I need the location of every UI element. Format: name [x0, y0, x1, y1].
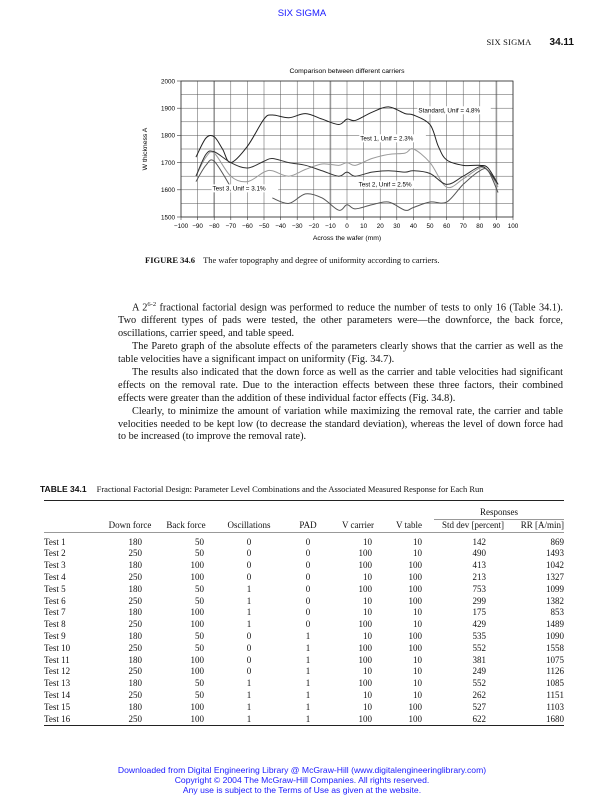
table-row — [44, 702, 564, 714]
row-label: Test 7 — [44, 607, 66, 618]
running-head — [487, 37, 575, 48]
table-cell: 10 — [413, 548, 422, 559]
table-cell: 142 — [472, 536, 486, 547]
table-cell: 250 — [128, 595, 142, 606]
table-cell: 1489 — [546, 619, 564, 630]
table-cell: 0 — [246, 630, 252, 641]
table-cell: 50 — [195, 536, 204, 547]
table-cell: 0 — [305, 583, 311, 594]
table-cell: 0 — [305, 571, 311, 582]
table-cell: 10 — [413, 607, 422, 618]
row-label: Test 8 — [44, 619, 66, 630]
row-label: Test 16 — [44, 714, 102, 726]
table-cell: 1 — [246, 607, 252, 618]
table-cell: 10 — [413, 654, 422, 665]
paragraph-1: A 2$^{6-2}$ fractional factorial design was performed to reduce the number of tests to only 16 (Table 34.1). Two different types of pads were tested, the other parameters were—the downforce, the back force, oscillations, carrier speed, and table speed. — [118, 301, 563, 340]
table-row — [44, 548, 564, 560]
table-cell: 413 — [472, 560, 486, 571]
responses-header: Responses — [434, 501, 564, 520]
table-cell: 100 — [408, 642, 422, 653]
table-cell: 100 — [190, 560, 204, 571]
table-cell: 853 — [550, 607, 564, 618]
table-cell: 180 — [128, 536, 142, 547]
col-header: Back force — [166, 519, 206, 530]
row-label: Test 5 — [44, 583, 66, 594]
paragraph-4: Clearly, to minimize the amount of variation while maximizing the removal rate, the carrier and table velocities needed to be kept low (to decrease the standard deviation), whereas the level of down force had to be increased (to improve the removal rate). — [118, 405, 563, 443]
table-cell: 10 — [363, 666, 372, 677]
table-cell: 1680 — [512, 714, 564, 726]
table-cell: 50 — [195, 630, 204, 641]
col-header: Std dev [percent] — [442, 519, 504, 530]
table-cell: 100 — [408, 560, 422, 571]
body-text — [118, 299, 563, 444]
table-cell: 1 — [305, 654, 311, 665]
table-cell: 180 — [128, 678, 142, 689]
row-label: Test 4 — [44, 571, 66, 582]
table-cell: 0 — [246, 536, 252, 547]
table-cell: 0 — [305, 607, 311, 618]
table-cell: 10 — [363, 630, 372, 641]
table-cell: 10 — [413, 689, 422, 700]
table-cell: 100 — [190, 701, 204, 712]
section-title: SIX SIGMA — [486, 37, 532, 47]
series-annotation: Test 1, Unif = 2.3% — [360, 135, 414, 143]
table-cell: 490 — [472, 548, 486, 559]
table-cell: 1085 — [546, 678, 564, 689]
table-cell: 262 — [472, 689, 486, 700]
table-cell: 100 — [358, 548, 372, 559]
row-label: Test 3 — [44, 560, 66, 571]
table-label: TABLE 34.1 — [40, 484, 87, 494]
series-annotation: Test 2, Unif = 2.5% — [358, 181, 412, 189]
page-number: 34.11 — [549, 37, 574, 48]
figure-caption — [145, 255, 440, 265]
table-cell: 50 — [195, 548, 204, 559]
table-row — [44, 666, 564, 678]
table-cell: 0 — [246, 642, 252, 653]
table-cell: 1075 — [546, 654, 564, 665]
table-cell: 1 — [246, 701, 252, 712]
figure-caption-text: The wafer topography and degree of uniformity according to carriers. — [203, 255, 440, 265]
table-cell: 1558 — [546, 642, 564, 653]
x-tick-label: −20 — [308, 223, 320, 230]
figure-chart — [130, 62, 530, 252]
x-tick-label: 20 — [376, 223, 384, 230]
table-cell: 1103 — [546, 701, 564, 712]
table-cell: 10 — [413, 536, 422, 547]
table-cell: 213 — [472, 571, 486, 582]
paragraph-2: The Pareto graph of the absolute effects of the parameters clearly shows that the carrier as well as the table velocities have a significant impact on uniformity (Fig. 34.7). — [118, 341, 563, 366]
table-cell: 622 — [434, 714, 512, 726]
table-cell: 10 — [363, 701, 372, 712]
table-cell: 10 — [363, 595, 372, 606]
table-cell: 100 — [358, 678, 372, 689]
data-table — [44, 500, 564, 726]
line-chart — [130, 62, 530, 252]
col-header: Down force — [108, 519, 152, 530]
table-row — [44, 560, 564, 572]
row-label: Test 11 — [44, 654, 70, 665]
table-cell: 50 — [195, 595, 204, 606]
row-label: Test 1 — [44, 536, 66, 547]
x-tick-label: 60 — [443, 223, 451, 230]
table-cell: 249 — [472, 666, 486, 677]
table-row — [44, 631, 564, 643]
table-cell: 100 — [190, 571, 204, 582]
x-tick-label: 80 — [476, 223, 484, 230]
table-cell: 1 — [246, 619, 252, 630]
table-cell: 100 — [190, 607, 204, 618]
col-header — [44, 519, 102, 532]
table-cell: 250 — [128, 666, 142, 677]
table-cell: 0 — [246, 571, 252, 582]
series-annotation: Standard, Unif = 4.8% — [418, 107, 481, 115]
table-cell: 100 — [358, 642, 372, 653]
series-line-3 — [272, 169, 498, 211]
table-cell: 175 — [472, 607, 486, 618]
table-cell: 100 — [408, 701, 422, 712]
table-row — [44, 678, 564, 690]
table-row — [44, 655, 564, 667]
table-cell: 100 — [408, 630, 422, 641]
table-row — [44, 607, 564, 619]
table-title-text: Fractional Factorial Design: Parameter Level Combinations and the Associated Measured Response for Each Run — [96, 484, 484, 494]
table-cell: 1099 — [546, 583, 564, 594]
table-cell: 1 — [284, 714, 332, 726]
table-cell: 552 — [472, 678, 486, 689]
table-cell: 1 — [305, 642, 311, 653]
table-row — [44, 714, 564, 726]
table-cell: 535 — [472, 630, 486, 641]
table-cell: 0 — [305, 619, 311, 630]
table-cell: 1382 — [546, 595, 564, 606]
table-cell: 180 — [128, 560, 142, 571]
table-cell: 100 — [190, 654, 204, 665]
x-tick-label: 30 — [393, 223, 401, 230]
table-cell: 100 — [332, 714, 384, 726]
row-label: Test 12 — [44, 666, 71, 677]
row-label: Test 9 — [44, 630, 66, 641]
chart-title: Comparison between different carriers — [289, 68, 405, 75]
x-tick-label: −50 — [258, 223, 270, 230]
table-cell: 552 — [472, 642, 486, 653]
table-cell: 0 — [305, 548, 311, 559]
row-label: Test 14 — [44, 689, 71, 700]
table-cell: 1 — [246, 689, 252, 700]
table-cell: 250 — [128, 689, 142, 700]
table-cell: 1 — [305, 689, 311, 700]
y-tick-label: 1600 — [160, 187, 175, 195]
x-tick-label: 50 — [426, 223, 434, 230]
table-cell: 10 — [363, 571, 372, 582]
x-tick-label: 100 — [507, 223, 519, 230]
table-cell: 1126 — [546, 666, 564, 677]
footer-line-1: Downloaded from Digital Engineering Library @ McGraw-Hill (www.digitalengineeringlibrary.com) — [117, 765, 487, 775]
table-cell: 100 — [408, 583, 422, 594]
table-cell: 50 — [195, 642, 204, 653]
x-axis-label: Across the wafer (mm) — [312, 235, 382, 242]
x-tick-label: 90 — [492, 223, 500, 230]
table-cell: 100 — [190, 619, 204, 630]
col-header: PAD — [299, 519, 317, 530]
table-cell: 100 — [358, 583, 372, 594]
table-cell: 10 — [413, 678, 422, 689]
footer — [0, 765, 604, 795]
table-cell: 180 — [128, 583, 142, 594]
col-header: RR [A/min] — [520, 519, 564, 530]
x-tick-label: −10 — [325, 223, 336, 230]
row-label: Test 2 — [44, 548, 66, 559]
table-cell: 250 — [128, 619, 142, 630]
table-cell: 753 — [472, 583, 486, 594]
table-cell: 1 — [305, 630, 311, 641]
column-header-row — [44, 519, 564, 532]
table-cell: 0 — [305, 560, 311, 571]
x-tick-label: 70 — [459, 223, 467, 230]
table-cell: 299 — [472, 595, 486, 606]
table-row — [44, 619, 564, 631]
table-cell: 10 — [363, 607, 372, 618]
group-header-row — [44, 501, 564, 520]
table-cell: 50 — [195, 583, 204, 594]
table-cell: 10 — [363, 536, 372, 547]
table-title — [40, 484, 484, 494]
y-tick-label: 1700 — [160, 159, 175, 167]
table-cell: 1042 — [546, 560, 564, 571]
table-cell: 0 — [246, 560, 252, 571]
table-cell: 0 — [246, 548, 252, 559]
table-cell: 180 — [128, 607, 142, 618]
table-cell: 10 — [413, 666, 422, 677]
table-cell: 1493 — [546, 548, 564, 559]
footer-line-3: Any use is subject to the Terms of Use as given at the website. — [182, 785, 422, 795]
table-cell: 1151 — [546, 689, 564, 700]
table-cell: 100 — [190, 666, 204, 677]
top-banner: SIX SIGMA — [277, 8, 327, 19]
table-cell: 50 — [195, 678, 204, 689]
row-label: Test 13 — [44, 678, 71, 689]
table-cell: 0 — [305, 595, 311, 606]
table-cell: 1 — [305, 701, 311, 712]
table-cell: 180 — [128, 701, 142, 712]
y-tick-label: 1900 — [160, 105, 175, 113]
x-tick-label: −40 — [275, 223, 286, 230]
x-tick-label: −30 — [291, 223, 303, 230]
table-cell: 0 — [246, 654, 252, 665]
table-cell: 429 — [472, 619, 486, 630]
row-label: Test 15 — [44, 701, 71, 712]
table-cell: 250 — [128, 642, 142, 653]
table-cell: 180 — [128, 630, 142, 641]
col-header: V table — [395, 519, 423, 530]
x-tick-label: −60 — [242, 223, 253, 230]
table-cell: 100 — [358, 654, 372, 665]
x-tick-label: −90 — [192, 223, 203, 230]
row-label: Test 10 — [44, 642, 71, 653]
x-tick-label: −80 — [208, 223, 220, 230]
table-cell: 50 — [195, 689, 204, 700]
table-cell: 381 — [472, 654, 486, 665]
x-tick-label: 40 — [409, 223, 417, 230]
footer-line-2: Copyright © 2004 The McGraw-Hill Companies. All rights reserved. — [174, 775, 430, 785]
table-cell: 1 — [246, 583, 252, 594]
table-row — [44, 596, 564, 608]
table-cell: 250 — [102, 714, 158, 726]
table-row — [44, 532, 564, 548]
table-cell: 250 — [128, 548, 142, 559]
x-tick-label: 0 — [345, 223, 349, 230]
table-cell: 1 — [305, 678, 311, 689]
table-cell: 10 — [363, 689, 372, 700]
table-cell: 100 — [358, 619, 372, 630]
table-cell: 527 — [472, 701, 486, 712]
table-cell: 100 — [358, 560, 372, 571]
table-cell: 1 — [305, 666, 311, 677]
x-tick-label: −100 — [173, 223, 189, 230]
table-cell: 0 — [305, 536, 311, 547]
y-tick-label: 2000 — [160, 78, 175, 86]
table-row — [44, 643, 564, 655]
table-cell: 1090 — [546, 630, 564, 641]
table-cell: 1 — [246, 595, 252, 606]
table-cell: 100 — [158, 714, 214, 726]
series-annotation: Test 3, Unif = 3.1% — [212, 185, 266, 193]
table-row — [44, 690, 564, 702]
table-cell: 250 — [128, 571, 142, 582]
x-tick-label: 10 — [360, 223, 368, 230]
table-cell: 10 — [413, 619, 422, 630]
table-row — [44, 584, 564, 596]
row-label: Test 6 — [44, 595, 66, 606]
paragraph-3: The results also indicated that the down force as well as the carrier and table velocities had significant effects on the removal rate. Due to the interaction effects between these three factors, their combined effects were greater than the addition of these individual factor effects (Fig. 34.8). — [118, 366, 563, 404]
table-cell: 1 — [246, 678, 252, 689]
y-axis-label: W thickness A — [142, 127, 149, 171]
table-cell: 180 — [128, 654, 142, 665]
col-header: Oscillations — [227, 519, 271, 530]
table-cell: 1 — [214, 714, 284, 726]
y-tick-label: 1800 — [160, 132, 175, 140]
figure-label: FIGURE 34.6 — [145, 255, 196, 265]
table-cell: 100 — [408, 571, 422, 582]
table-cell: 869 — [550, 536, 564, 547]
x-tick-label: −70 — [225, 223, 237, 230]
table-cell: 100 — [408, 595, 422, 606]
y-tick-label: 1500 — [160, 214, 175, 222]
table-cell: 100 — [384, 714, 434, 726]
table-cell: 1327 — [546, 571, 564, 582]
table-cell: 0 — [246, 666, 252, 677]
col-header: V carrier — [341, 519, 375, 530]
table-row — [44, 572, 564, 584]
